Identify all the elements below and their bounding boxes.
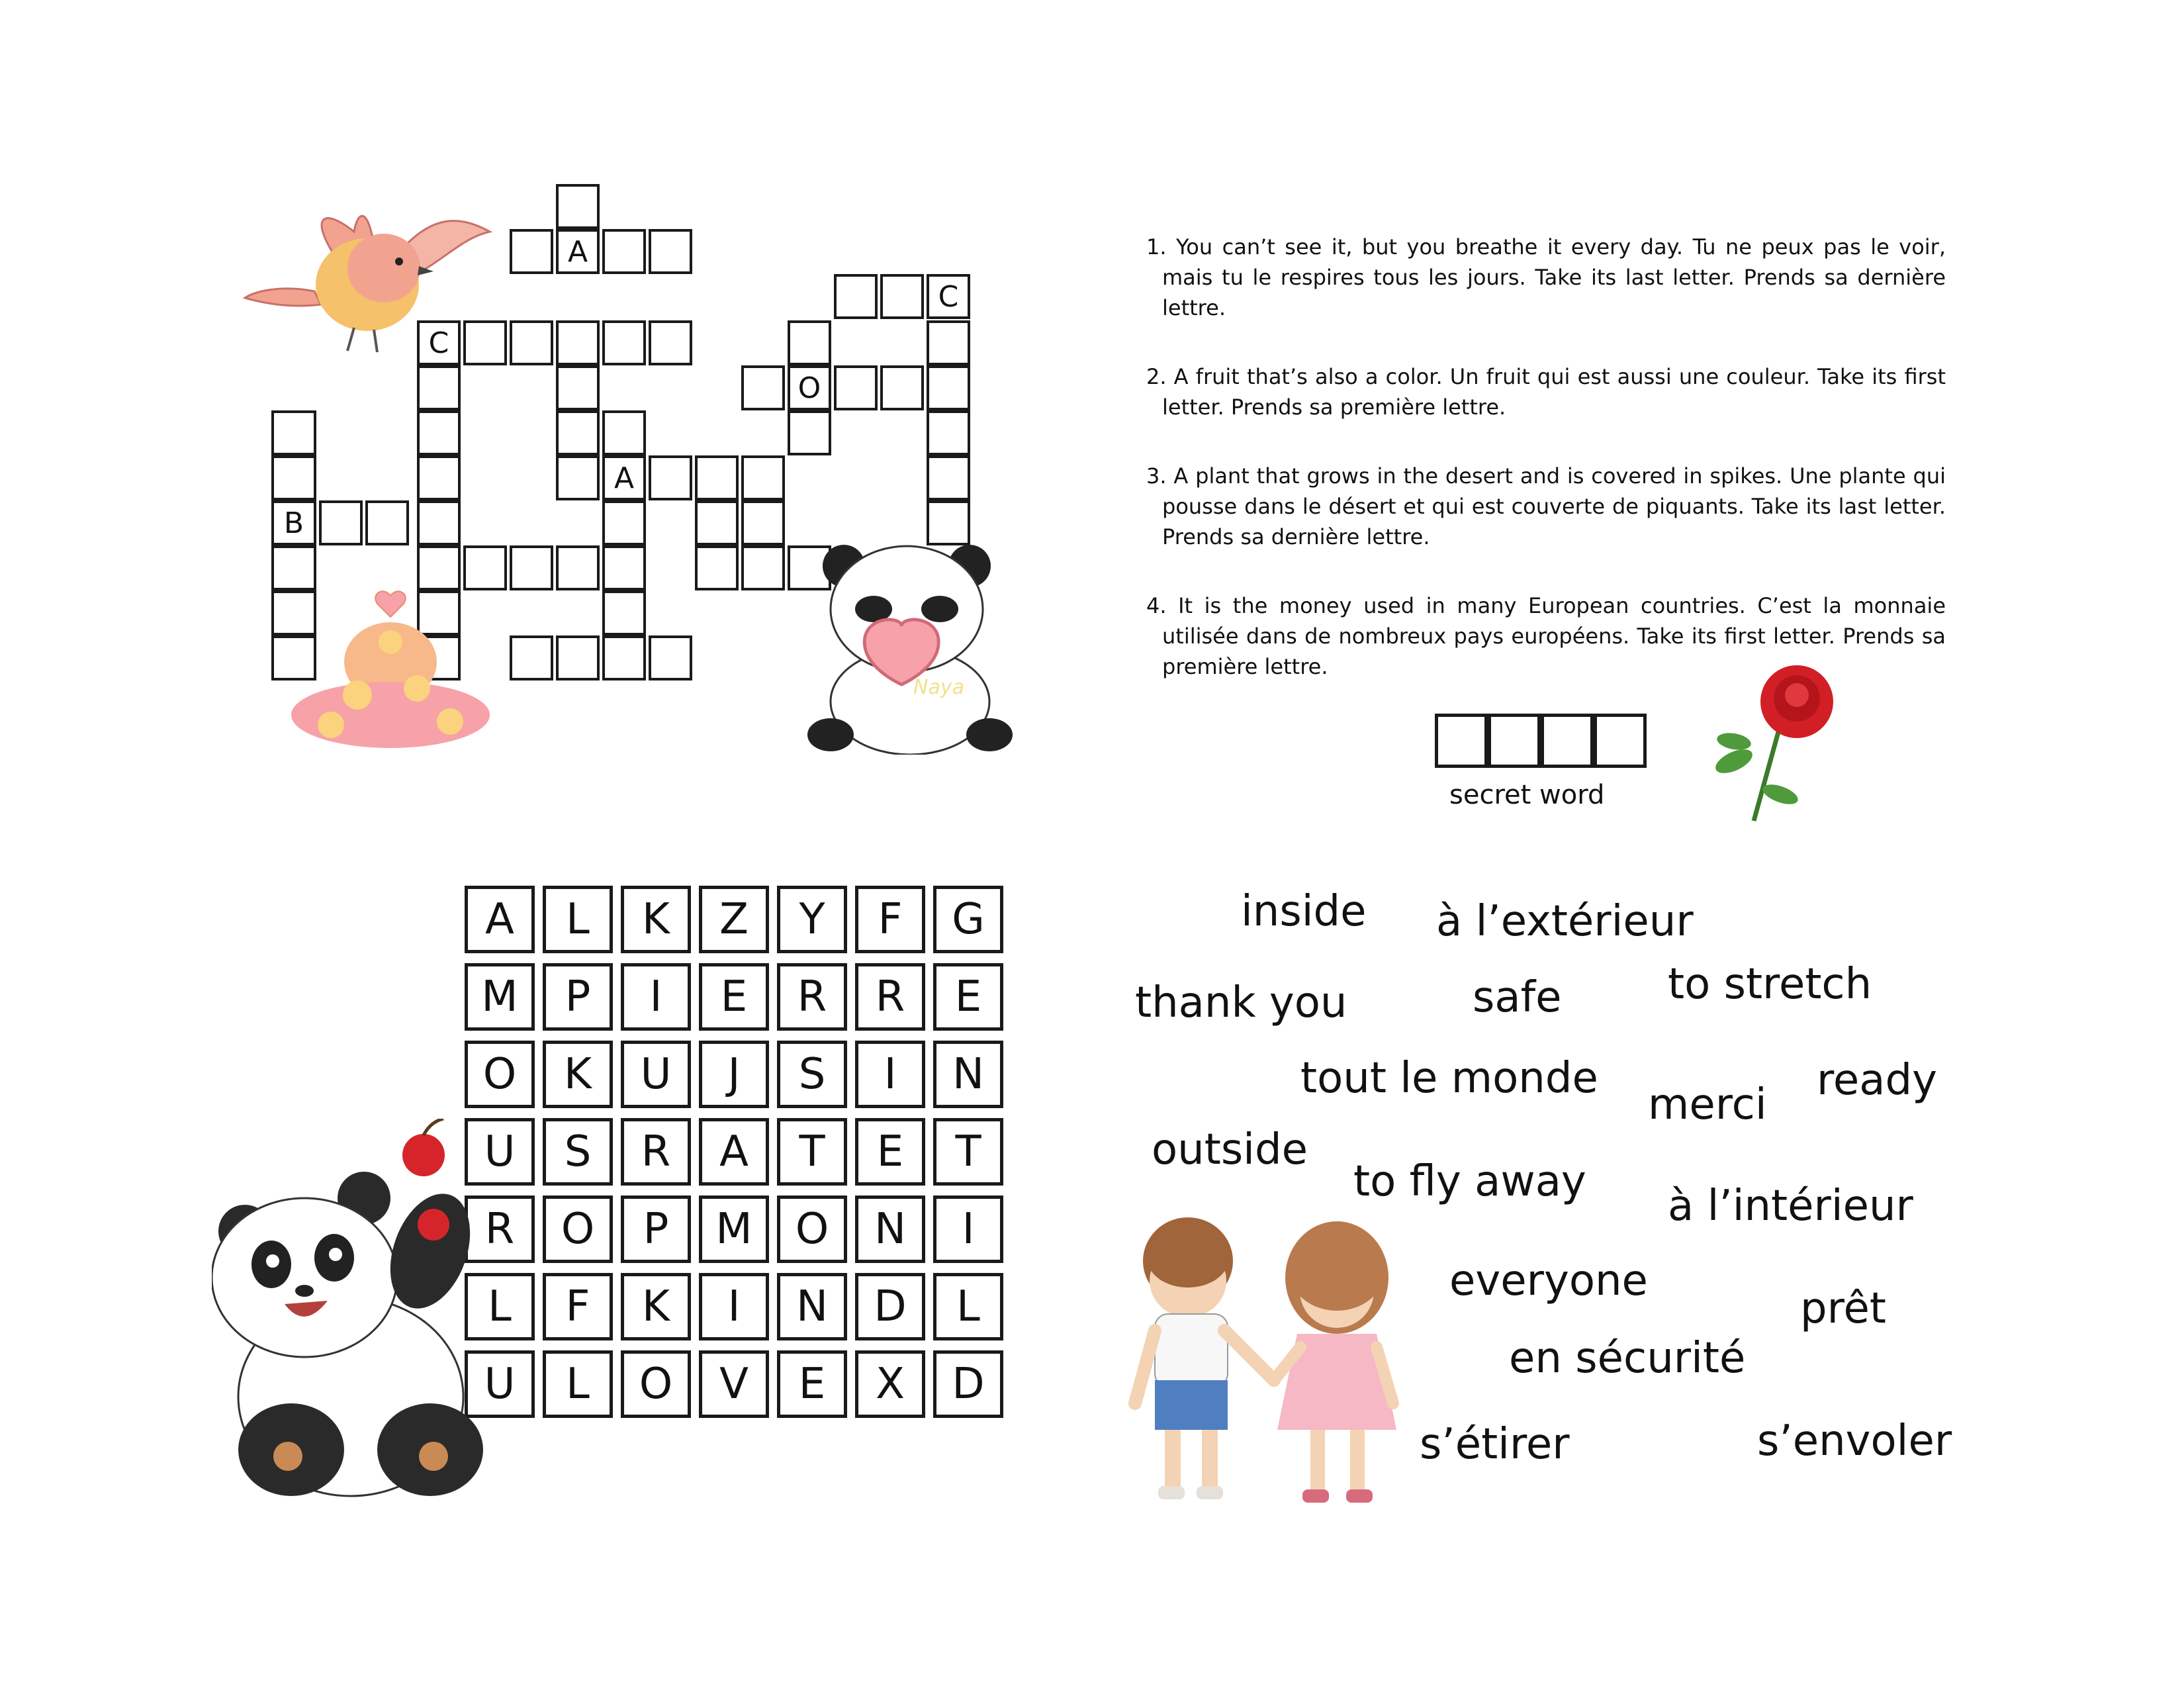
word-search-cell[interactable]: M — [465, 963, 535, 1031]
crossword-cell[interactable] — [510, 229, 553, 274]
crossword-cell[interactable] — [695, 545, 739, 590]
crossword-cell[interactable] — [649, 229, 692, 274]
vocab-word[interactable]: to fly away — [1353, 1157, 1586, 1206]
vocab-word[interactable]: tout le monde — [1300, 1054, 1598, 1103]
word-search-cell[interactable]: L — [933, 1273, 1003, 1340]
crossword-cell[interactable] — [788, 410, 831, 455]
crossword-cell[interactable] — [880, 365, 924, 410]
panda-heart-text: Naya — [913, 676, 964, 699]
crossword-cell[interactable] — [927, 320, 970, 365]
word-search-cell[interactable]: S — [777, 1041, 847, 1108]
word-search-cell[interactable]: R — [855, 963, 925, 1031]
word-search-cell[interactable]: L — [465, 1273, 535, 1340]
word-search-cell[interactable]: M — [699, 1196, 769, 1263]
clue-1: 1. You can’t see it, but you breathe it every day. Tu ne peux pas le voir, mais tu le respires tous les jours. Take its last letter. Prends sa dernière lettre. — [1146, 234, 1946, 320]
word-search-cell[interactable]: A — [465, 886, 535, 953]
word-search-cell[interactable]: G — [933, 886, 1003, 953]
crossword-cell[interactable] — [788, 320, 831, 365]
crossword-cell[interactable] — [927, 455, 970, 500]
crossword-cell[interactable]: C — [927, 274, 970, 319]
vocab-word[interactable]: inside — [1241, 887, 1367, 936]
crossword-cell[interactable] — [556, 455, 600, 500]
crossword-cell[interactable] — [834, 365, 878, 410]
crossword-cell[interactable] — [417, 410, 461, 455]
word-search-cell[interactable]: K — [543, 1041, 613, 1108]
crossword-cell[interactable] — [417, 455, 461, 500]
crossword-cell[interactable]: C — [417, 320, 461, 365]
crossword-cell[interactable] — [649, 455, 692, 500]
word-search-cell[interactable]: L — [543, 1350, 613, 1418]
crossword-cell[interactable] — [510, 635, 553, 680]
word-search-cell[interactable]: K — [621, 1273, 691, 1340]
word-search-cell[interactable]: E — [777, 1350, 847, 1418]
vocab-word[interactable]: to stretch — [1668, 960, 1872, 1009]
crossword-cell[interactable] — [556, 635, 600, 680]
vocab-word[interactable]: everyone — [1449, 1256, 1648, 1305]
word-search-cell[interactable]: T — [933, 1118, 1003, 1186]
crossword-cell[interactable] — [510, 545, 553, 590]
crossword-cell[interactable] — [319, 500, 363, 545]
word-search-cell[interactable]: X — [855, 1350, 925, 1418]
crossword-cell[interactable] — [602, 410, 646, 455]
heart-pile-illustration — [278, 583, 503, 755]
vocab-word[interactable]: outside — [1152, 1125, 1308, 1174]
clue-3: 3. A plant that grows in the desert and is covered in spikes. Une plante qui pousse dans le désert et qui est couverte de piquants. Take its last letter. Prends sa dernière lettre. — [1146, 463, 1946, 549]
crossword-cell[interactable]: A — [602, 455, 646, 500]
crossword-cell[interactable] — [417, 500, 461, 545]
vocab-word[interactable]: thank you — [1135, 978, 1347, 1027]
word-search-cell[interactable]: I — [933, 1196, 1003, 1263]
panda-cherry-illustration — [212, 1119, 523, 1516]
word-search-cell[interactable]: P — [621, 1196, 691, 1263]
crossword-cell[interactable] — [741, 545, 785, 590]
word-search-cell[interactable]: U — [621, 1041, 691, 1108]
crossword-cell[interactable]: O — [788, 365, 831, 410]
crossword-cell[interactable] — [417, 365, 461, 410]
vocab-word[interactable]: safe — [1473, 973, 1562, 1022]
word-search-cell[interactable]: K — [621, 886, 691, 953]
word-search-cell[interactable]: U — [465, 1118, 535, 1186]
vocab-word[interactable]: s’étirer — [1420, 1420, 1570, 1469]
word-search-cell[interactable]: I — [621, 963, 691, 1031]
crossword-cell[interactable]: A — [556, 229, 600, 274]
word-search-cell[interactable]: L — [543, 886, 613, 953]
crossword-cell[interactable] — [556, 320, 600, 365]
vocab-word[interactable]: à l’intérieur — [1668, 1182, 1913, 1231]
crossword-cell[interactable] — [556, 545, 600, 590]
word-search-cell[interactable]: F — [543, 1273, 613, 1340]
word-search-cell[interactable]: O — [543, 1196, 613, 1263]
word-search-cell[interactable]: T — [777, 1118, 847, 1186]
children-illustration — [1118, 1211, 1423, 1516]
vocab-word[interactable]: ready — [1817, 1056, 1937, 1105]
word-search-cell[interactable]: Z — [699, 886, 769, 953]
word-search-cell[interactable]: J — [699, 1041, 769, 1108]
word-search-cell[interactable]: O — [465, 1041, 535, 1108]
word-search-cell[interactable]: I — [699, 1273, 769, 1340]
word-search-cell[interactable]: E — [855, 1118, 925, 1186]
word-search-cell[interactable]: O — [621, 1350, 691, 1418]
crossword-cell[interactable]: B — [271, 500, 316, 545]
crossword-cell[interactable] — [556, 410, 600, 455]
word-search-cell[interactable]: R — [621, 1118, 691, 1186]
word-search-cell[interactable]: U — [465, 1350, 535, 1418]
crossword-cell[interactable] — [880, 274, 924, 319]
rose-illustration — [1707, 662, 1853, 827]
word-search-cell[interactable]: I — [855, 1041, 925, 1108]
vocab-word[interactable]: en sécurité — [1509, 1334, 1746, 1383]
secret-word-box[interactable] — [1541, 714, 1594, 768]
crossword-cell[interactable] — [602, 229, 646, 274]
crossword-cell[interactable] — [556, 365, 600, 410]
word-search-cell[interactable]: N — [777, 1273, 847, 1340]
crossword-cell[interactable] — [556, 184, 600, 229]
crossword-cell[interactable] — [927, 365, 970, 410]
crossword-cell[interactable] — [834, 274, 878, 319]
secret-word-box[interactable] — [1435, 714, 1488, 768]
clue-4: 4. It is the money used in many European countries. C’est la monnaie utilisée dans de nombreux pays européens. Take its first letter. Prends sa première lettre. — [1146, 593, 1946, 679]
word-search-cell[interactable]: O — [777, 1196, 847, 1263]
word-search-cell[interactable]: D — [855, 1273, 925, 1340]
crossword-cell[interactable] — [741, 455, 785, 500]
word-search-cell[interactable]: A — [699, 1118, 769, 1186]
crossword-cell[interactable] — [602, 590, 646, 635]
crossword-cell[interactable] — [602, 635, 646, 680]
word-search-cell[interactable]: S — [543, 1118, 613, 1186]
secret-word-box[interactable] — [1488, 714, 1541, 768]
vocab-word[interactable]: merci — [1648, 1080, 1767, 1129]
panda-heart-illustration — [804, 536, 1016, 755]
crossword-cell[interactable] — [602, 500, 646, 545]
crossword-cell[interactable] — [927, 410, 970, 455]
crossword-cell[interactable] — [695, 455, 739, 500]
crossword-cell[interactable] — [271, 410, 316, 455]
word-search-cell[interactable]: E — [699, 963, 769, 1031]
crossword-cell[interactable] — [649, 635, 692, 680]
crossword-cell[interactable] — [602, 545, 646, 590]
crossword-cell[interactable] — [741, 500, 785, 545]
vocab-word[interactable]: prêt — [1800, 1284, 1886, 1333]
vocab-word[interactable]: à l’extérieur — [1436, 897, 1694, 946]
word-search-cell[interactable]: V — [699, 1350, 769, 1418]
word-search-cell[interactable]: R — [465, 1196, 535, 1263]
crossword-cell[interactable] — [649, 320, 692, 365]
word-search-cell[interactable]: E — [933, 963, 1003, 1031]
word-search-cell[interactable]: F — [855, 886, 925, 953]
word-search-cell[interactable]: Y — [777, 886, 847, 953]
bird-illustration — [242, 192, 500, 364]
word-search-cell[interactable]: P — [543, 963, 613, 1031]
word-search-cell[interactable]: N — [933, 1041, 1003, 1108]
crossword-cell[interactable] — [365, 500, 409, 545]
word-search-cell[interactable]: N — [855, 1196, 925, 1263]
word-search-cell[interactable]: R — [777, 963, 847, 1031]
word-search-cell[interactable]: D — [933, 1350, 1003, 1418]
clue-2: 2. A fruit that’s also a color. Un fruit qui est aussi une couleur. Take its first letter. Prends sa première lettre. — [1146, 364, 1946, 420]
secret-word-box[interactable] — [1594, 714, 1647, 768]
crossword-cell[interactable] — [510, 320, 553, 365]
crossword-cell[interactable] — [271, 455, 316, 500]
crossword-cell[interactable] — [602, 320, 646, 365]
crossword-cell[interactable] — [695, 500, 739, 545]
crossword-cell[interactable] — [741, 365, 785, 410]
secret-word-label: secret word — [1449, 780, 1605, 810]
riddle-clues — [1132, 232, 1946, 720]
vocab-word[interactable]: s’envoler — [1757, 1417, 1952, 1466]
